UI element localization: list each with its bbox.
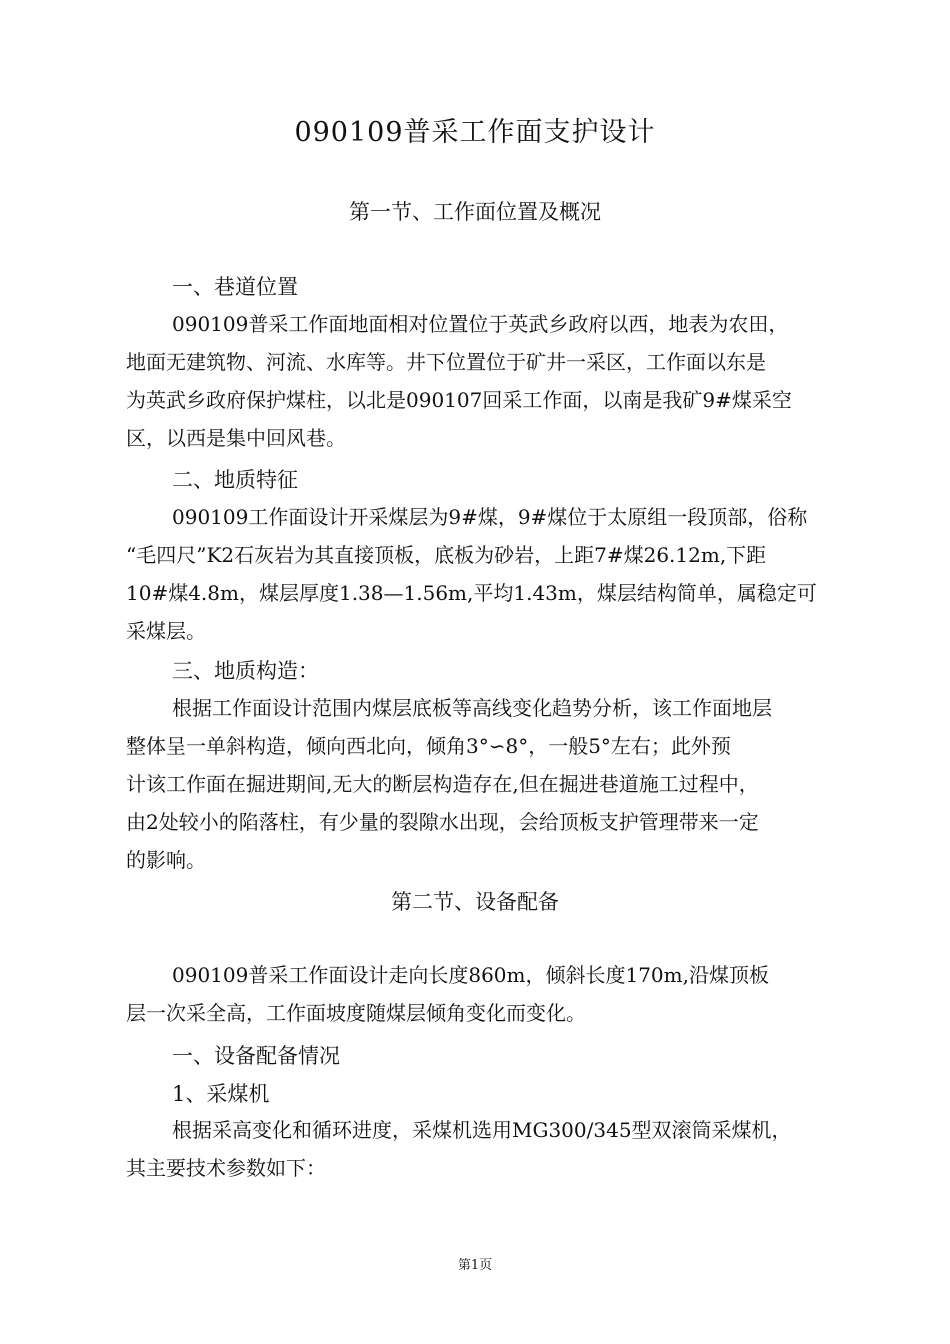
subsection-equipment-heading: 一、设备配备情况: [172, 1044, 340, 1068]
paragraph-line: 10#煤4.8m，煤层厚度1.38—1.56m,平均1.43m，煤层结构简单，属稳定可: [126, 581, 817, 605]
page-number: 第1页: [457, 1258, 493, 1273]
paragraph-roadway-position: [126, 305, 856, 457]
subsection-geology-heading: 二、地质特征: [172, 468, 298, 492]
paragraph-line: 计该工作面在掘进期间,无大的断层构造存在,但在掘进巷道施工过程中，: [126, 772, 759, 796]
paragraph-line: 整体呈一单斜构造，倾向西北向，倾角3°∽8°，一般5°左右；此外预: [126, 734, 731, 758]
paragraph-line: 其主要技术参数如下：: [126, 1156, 326, 1180]
paragraph-line: 根据工作面设计范围内煤层底板等高线变化趋势分析，该工作面地层: [172, 696, 772, 720]
paragraph-line: 由2处较小的陷落柱，有少量的裂隙水出现，会给顶板支护管理带来一定: [126, 810, 759, 834]
paragraph-shearer: [126, 1111, 856, 1187]
paragraph-line: 根据采高变化和循环进度，采煤机选用MG300/345型双滚筒采煤机，: [172, 1118, 792, 1142]
subsection-structure-heading: 三、地质构造：: [172, 659, 319, 683]
paragraph-face-intro: [126, 956, 856, 1032]
paragraph-line: 采煤层。: [126, 619, 206, 643]
document-title: 090109普采工作面支护设计: [294, 117, 656, 148]
paragraph-line: 层一次采全高，工作面坡度随煤层倾角变化而变化。: [126, 1001, 586, 1025]
item-shearer-heading: 1、采煤机: [172, 1082, 270, 1106]
paragraph-line: 区，以西是集中回风巷。: [126, 426, 346, 450]
paragraph-line: “毛四尺”K2石灰岩为其直接顶板，底板为砂岩，上距7#煤26.12m,下距: [126, 543, 767, 567]
paragraph-line: 为英武乡政府保护煤柱，以北是090107回采工作面，以南是我矿9#煤采空: [126, 388, 792, 412]
paragraph-geology: [126, 498, 856, 650]
section1-heading: 第一节、工作面位置及概况: [349, 200, 601, 224]
paragraph-structure: [126, 689, 856, 879]
paragraph-line: 090109普采工作面设计走向长度860m，倾斜长度170m,沿煤顶板: [172, 963, 769, 987]
paragraph-line: 地面无建筑物、河流、水库等。井下位置位于矿井一采区，工作面以东是: [126, 350, 766, 374]
paragraph-line: 090109工作面设计开采煤层为9#煤，9#煤位于太原组一段顶部，俗称: [172, 505, 808, 529]
paragraph-line: 的影响。: [126, 848, 206, 872]
section2-heading: 第二节、设备配备: [391, 890, 559, 914]
paragraph-line: 090109普采工作面地面相对位置位于英武乡政府以西，地表为农田，: [172, 312, 789, 336]
subsection-roadway-position-heading: 一、巷道位置: [172, 275, 298, 299]
